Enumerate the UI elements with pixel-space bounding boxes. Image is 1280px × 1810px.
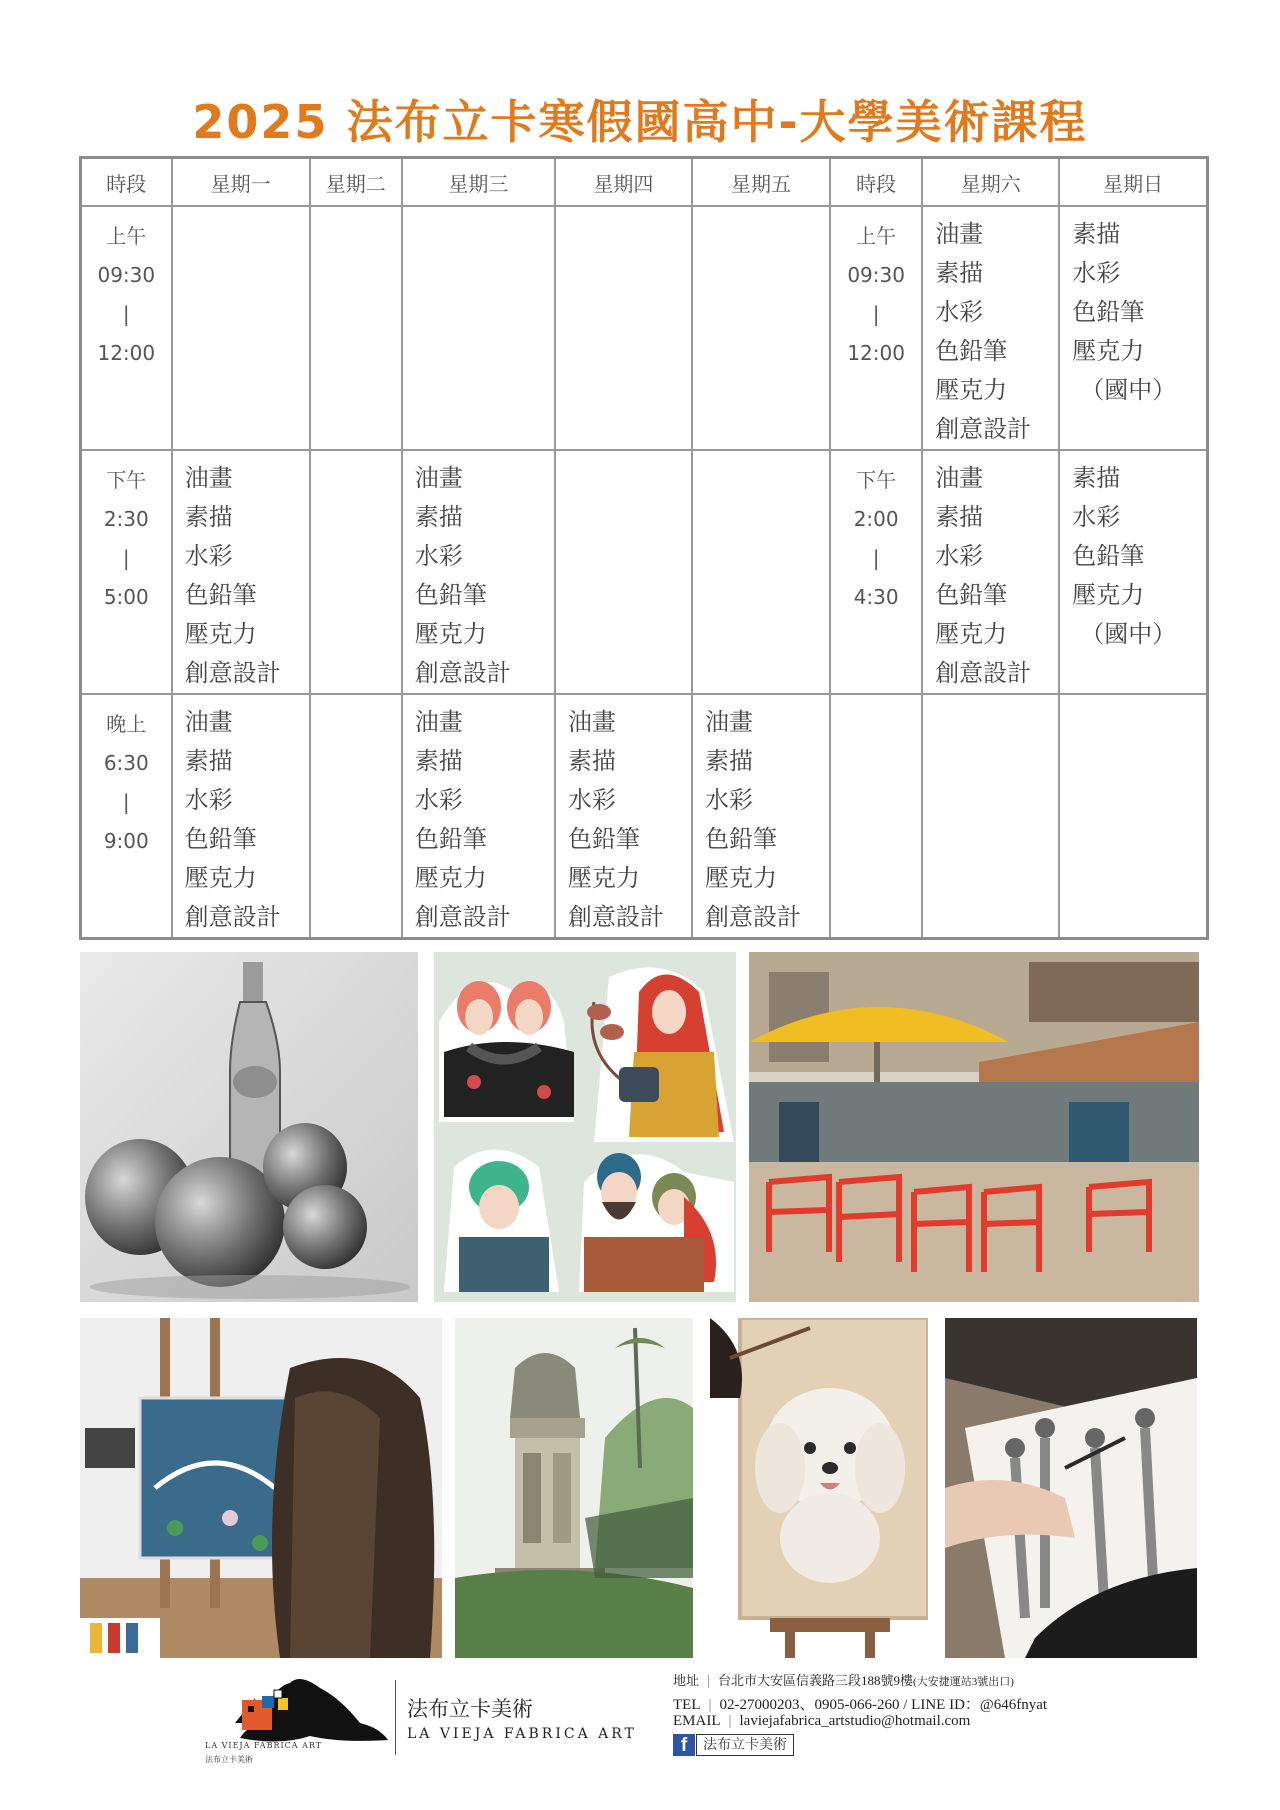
course-item: 水彩 — [414, 542, 463, 570]
course-item: 色鉛筆 — [567, 825, 640, 853]
facebook-icon: f — [673, 1734, 695, 1756]
course-item: 油畫 — [935, 220, 984, 248]
course-cell — [402, 450, 555, 694]
illustration-stickers-photo — [434, 952, 736, 1302]
email-line: EMAIL | laviejafabrica_artstudio@hotmail.com — [673, 1713, 971, 1729]
time-text: 12:00 — [847, 341, 905, 365]
course-item: 壓克力 — [567, 864, 640, 892]
course-item: 素描 — [1072, 220, 1121, 248]
course-item: 壓克力 — [414, 864, 487, 892]
course-item: 水彩 — [705, 786, 753, 814]
time-text: 4:30 — [853, 585, 899, 609]
course-cell — [922, 694, 1059, 939]
course-item: 創意設計 — [935, 415, 1032, 443]
logo-caption-en: LA VIEJA FABRICA ART — [205, 1741, 323, 1750]
course-item: 水彩 — [414, 786, 463, 814]
course-item: 色鉛筆 — [414, 581, 487, 609]
course-item: 素描 — [1072, 464, 1121, 492]
course-item: 色鉛筆 — [184, 581, 257, 609]
time-text: 5:00 — [103, 585, 149, 609]
header-row — [81, 158, 1208, 207]
address-note: (大安捷運站3號出口) — [913, 1676, 1014, 1688]
course-cell — [402, 694, 555, 939]
tel-text[interactable]: 02-27000203、0905-066-260 / LINE ID：@646fnyat — [719, 1697, 1048, 1713]
time-slot-cell — [830, 206, 922, 450]
course-item: 素描 — [935, 259, 984, 287]
tel-label: TEL — [673, 1697, 701, 1713]
schedule-row — [81, 694, 1208, 939]
time-text: | — [122, 302, 130, 326]
student-painting-easel-photo — [80, 1318, 442, 1658]
course-cell — [922, 450, 1059, 694]
time-text: | — [122, 790, 130, 814]
schedule-table — [79, 156, 1209, 940]
course-item: （國中） — [1080, 376, 1177, 404]
course-item: 色鉛筆 — [184, 825, 257, 853]
course-item: 水彩 — [1072, 259, 1121, 287]
time-text: | — [122, 546, 130, 570]
tel-line: TEL | 02-27000203、0905-066-260 / LINE ID：@646fnyat — [673, 1697, 1048, 1713]
page-title: 2025 法布立卡寒假國高中-大學美術課程 — [192, 95, 1088, 149]
header-cell: 時段 — [81, 158, 172, 207]
brand-name-cn: 法布立卡美術 — [407, 1697, 533, 1721]
course-cell — [692, 450, 830, 694]
watercolor-monument-photo — [455, 1318, 693, 1658]
time-text: 晚上 — [106, 712, 147, 736]
time-text: 09:30 — [97, 263, 156, 287]
course-item: 壓克力 — [184, 620, 257, 648]
time-slot-cell — [81, 450, 172, 694]
time-slot-cell — [830, 694, 922, 939]
course-item: 素描 — [705, 747, 753, 775]
email-text[interactable]: laviejafabrica_artstudio@hotmail.com — [739, 1713, 971, 1729]
brand-name-en: LA VIEJA FABRICA ART — [407, 1726, 637, 1742]
time-text: | — [872, 546, 880, 570]
course-item: 壓克力 — [184, 864, 257, 892]
time-text: 下午 — [856, 468, 897, 492]
still-life-sketch-photo — [80, 952, 418, 1302]
address-line: 地址 | 台北市大安區信義路三段188號9樓(大安捷運站3號出口) — [673, 1670, 1014, 1690]
course-item: 創意設計 — [935, 659, 1032, 687]
course-cell — [1059, 694, 1207, 939]
time-text: 09:30 — [847, 263, 905, 287]
course-item: 創意設計 — [414, 903, 511, 931]
course-item: 油畫 — [705, 708, 753, 736]
course-item: 色鉛筆 — [414, 825, 487, 853]
facebook-page-name: 法布立卡美術 — [696, 1734, 794, 1756]
course-item: 油畫 — [184, 464, 233, 492]
course-item: 壓克力 — [705, 864, 777, 892]
course-item: 素描 — [414, 747, 463, 775]
time-slot-cell — [830, 450, 922, 694]
course-cell — [310, 450, 402, 694]
studio-logo — [230, 1668, 390, 1748]
course-cell — [172, 694, 310, 939]
course-item: 油畫 — [414, 464, 463, 492]
schedule-row — [81, 450, 1208, 694]
header-cell: 星期六 — [922, 158, 1059, 207]
header-cell: 星期一 — [172, 158, 310, 207]
time-text: 下午 — [106, 468, 147, 492]
course-cell — [692, 694, 830, 939]
course-cell — [692, 206, 830, 450]
course-item: 素描 — [935, 503, 984, 531]
footer-divider — [395, 1680, 396, 1755]
course-cell — [172, 206, 310, 450]
course-item: 素描 — [184, 503, 233, 531]
course-item: 油畫 — [567, 708, 616, 736]
course-item: 素描 — [184, 747, 233, 775]
course-item: 素描 — [414, 503, 463, 531]
course-item: 水彩 — [935, 298, 984, 326]
time-slot-cell — [81, 694, 172, 939]
course-item: 壓克力 — [935, 376, 1008, 404]
course-item: 水彩 — [935, 542, 984, 570]
time-slot-cell — [81, 206, 172, 450]
course-item: 油畫 — [414, 708, 463, 736]
time-text: 2:00 — [853, 507, 899, 531]
course-item: 壓克力 — [1072, 337, 1145, 365]
course-cell — [922, 206, 1059, 450]
course-item: 色鉛筆 — [935, 581, 1008, 609]
time-text: 6:30 — [103, 751, 149, 775]
course-item: 色鉛筆 — [935, 337, 1008, 365]
header-cell: 星期五 — [692, 158, 830, 207]
course-item: 色鉛筆 — [1072, 298, 1145, 326]
course-item: 油畫 — [184, 708, 233, 736]
course-item: 水彩 — [184, 786, 233, 814]
time-text: 上午 — [106, 224, 147, 248]
course-cell — [555, 206, 692, 450]
course-item: 色鉛筆 — [1072, 542, 1145, 570]
course-item: 素描 — [567, 747, 616, 775]
time-text: 2:30 — [103, 507, 149, 531]
course-item: 壓克力 — [414, 620, 487, 648]
course-item: 水彩 — [184, 542, 233, 570]
cafe-colored-pencil-photo — [749, 952, 1199, 1302]
course-cell — [310, 694, 402, 939]
address-label: 地址 — [673, 1673, 700, 1688]
course-item: 壓克力 — [935, 620, 1008, 648]
fashion-drawing-photo — [945, 1318, 1197, 1658]
logo-caption-cn: 法布立卡美術 — [205, 1755, 253, 1764]
course-item: 水彩 — [1072, 503, 1121, 531]
time-text: 9:00 — [103, 829, 149, 853]
schedule-row — [81, 206, 1208, 450]
course-cell — [555, 694, 692, 939]
time-text: 上午 — [856, 224, 897, 248]
facebook-link[interactable] — [673, 1734, 794, 1756]
header-cell: 星期日 — [1059, 158, 1207, 207]
header-cell: 時段 — [830, 158, 922, 207]
course-item: 創意設計 — [184, 903, 281, 931]
header-cell: 星期三 — [402, 158, 555, 207]
course-item: 油畫 — [935, 464, 984, 492]
course-item: 創意設計 — [184, 659, 281, 687]
header-cell: 星期二 — [310, 158, 402, 207]
course-item: 創意設計 — [705, 903, 801, 931]
course-item: 色鉛筆 — [705, 825, 777, 853]
course-cell — [1059, 206, 1207, 450]
course-item: 創意設計 — [414, 659, 511, 687]
course-item: （國中） — [1080, 620, 1177, 648]
time-text: 12:00 — [97, 341, 156, 365]
email-label: EMAIL — [673, 1713, 721, 1729]
address-text: 台北市大安區信義路三段188號9樓 — [718, 1673, 914, 1688]
course-cell — [555, 450, 692, 694]
course-item: 水彩 — [567, 786, 616, 814]
course-cell — [172, 450, 310, 694]
course-item: 創意設計 — [567, 903, 664, 931]
dog-oil-painting-photo — [710, 1318, 928, 1658]
course-item: 壓克力 — [1072, 581, 1145, 609]
course-cell — [402, 206, 555, 450]
time-text: | — [872, 302, 880, 326]
course-cell — [310, 206, 402, 450]
header-cell: 星期四 — [555, 158, 692, 207]
course-cell — [1059, 450, 1207, 694]
